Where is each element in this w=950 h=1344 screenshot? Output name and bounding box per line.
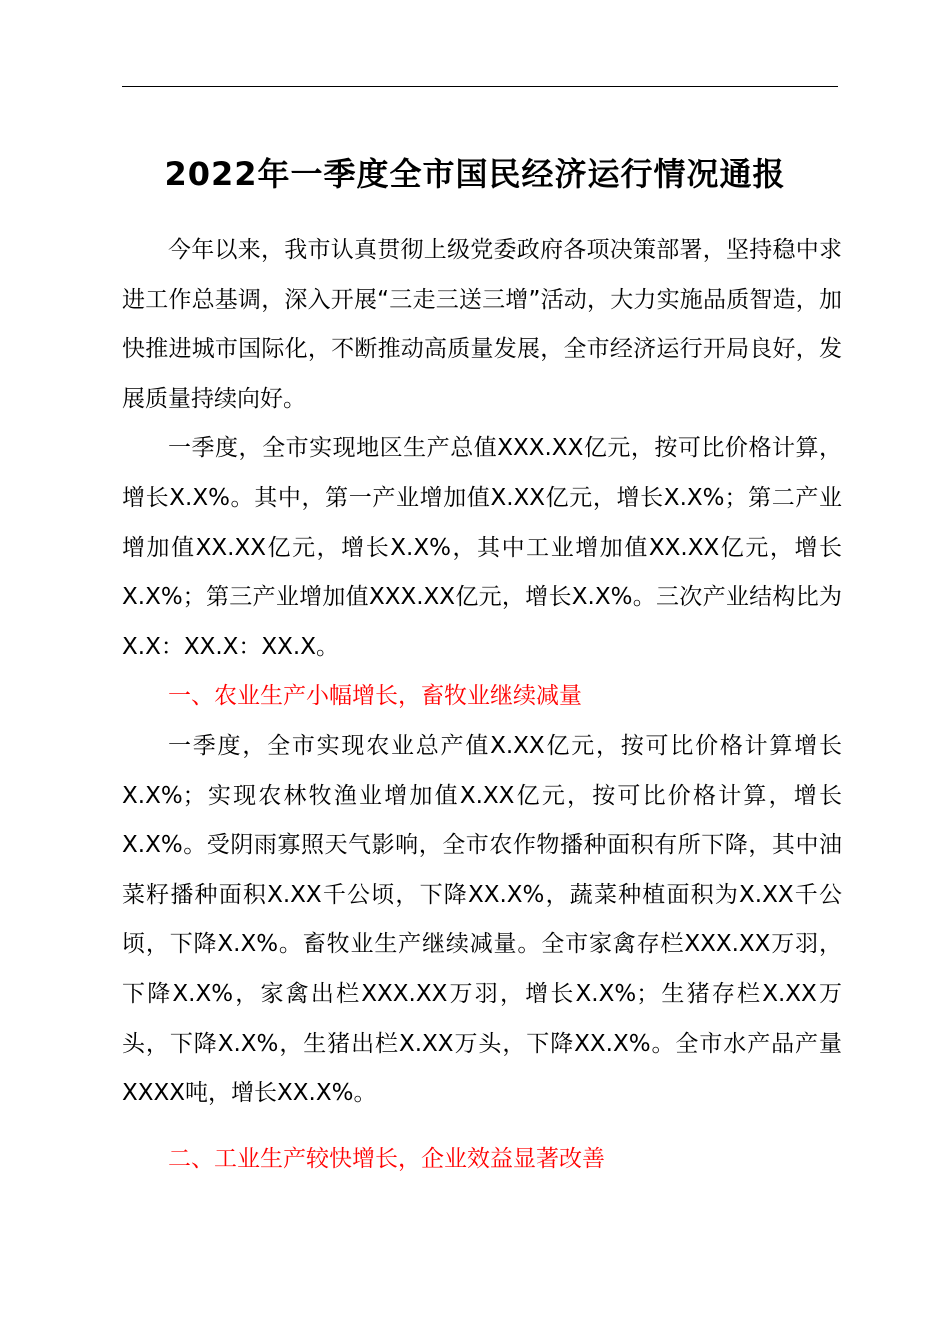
overview-paragraph: 一季度，全市实现地区生产总值XXX.XX亿元，按可比价格计算，增长X.X%。其中，第一产业增加值X.XX亿元，增长X.X%；第二产业增加值XX.XX亿元，增长X.X%，其中工业增加值XX.XX亿元，增长X.X%；第三产业增加值XXX.XX亿元，增长X.X%。三次产业结构比为X.X：XX.X：XX.X。 bbox=[122, 435, 842, 660]
agriculture-paragraph: 一季度，全市实现农业总产值X.XX亿元，按可比价格计算增长X.X%；实现农林牧渔业增加值X.XX亿元，按可比价格计算，增长X.X%。受阴雨寡照天气影响，全市农作物播种面积有所下降，其中油菜籽播种面积X.XX千公顷，下降XX.X%，蔬菜种植面积为X.XX千公顷，下降X.X%。畜牧业生产继续减量。全市家禽存栏XXX.XX万羽，下降X.X%，家禽出栏XXX.XX万羽，增长X.X%；生猪存栏X.XX万头，下降X.X%，生猪出栏X.XX万头，下降XX.X%。全市水产品产量XXXX吨，增长XX.X%。 bbox=[122, 732, 842, 1107]
section-heading-agriculture: 一、农业生产小幅增长，畜牧业继续减量 bbox=[168, 683, 582, 710]
document-body bbox=[122, 226, 842, 1184]
page-title: 2022年一季度全市国民经济运行情况通报 bbox=[164, 155, 786, 193]
intro-paragraph: 今年以来，我市认真贯彻上级党委政府各项决策部署，坚持稳中求进工作总基调，深入开展“三走三送三增”活动，大力实施品质智造，加快推进城市国际化，不断推动高质量发展，全市经济运行开局良好，发展质量持续向好。 bbox=[122, 237, 842, 412]
header-rule bbox=[122, 86, 838, 87]
section-heading-industry: 二、工业生产较快增长，企业效益显著改善 bbox=[168, 1145, 605, 1172]
